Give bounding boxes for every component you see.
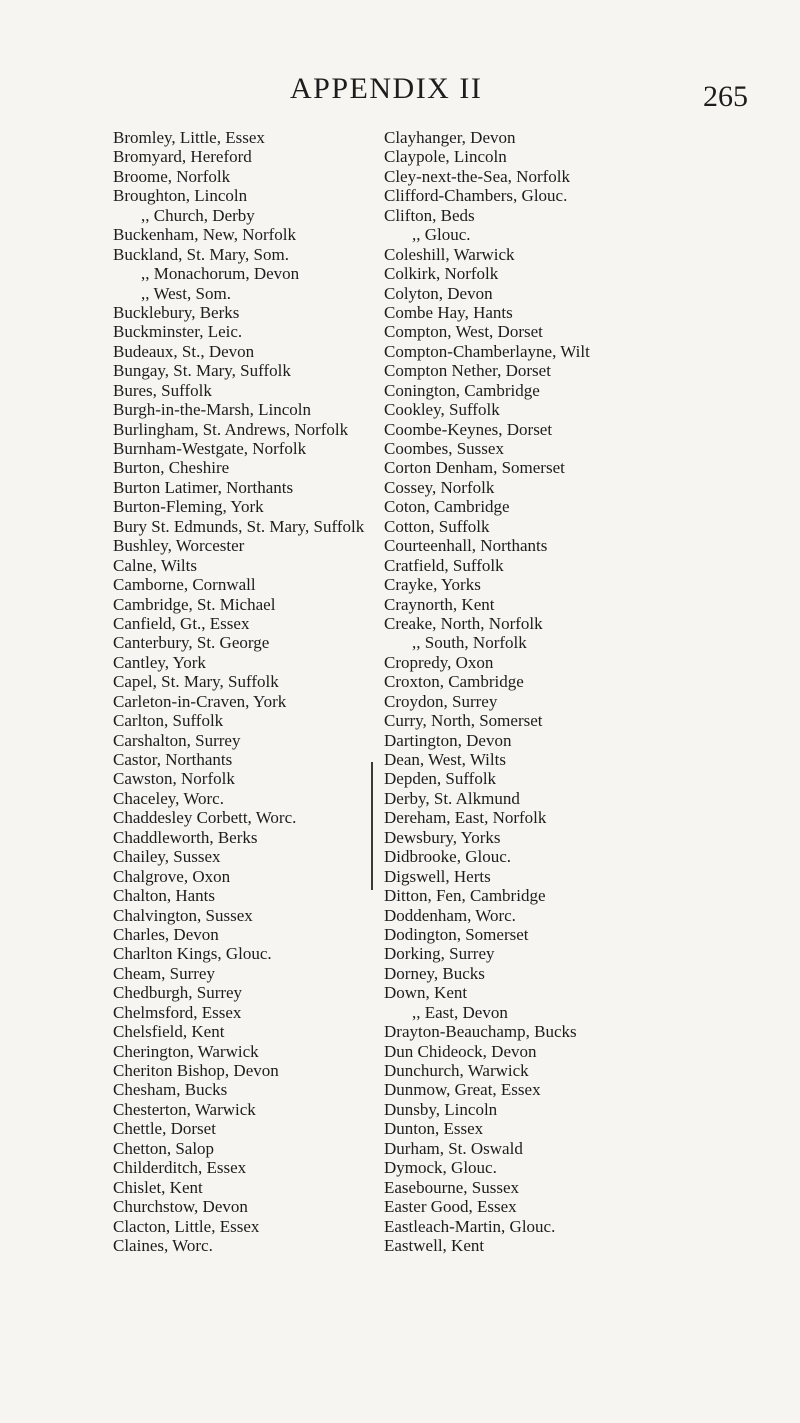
index-entry: Chaddleworth, Berks xyxy=(113,827,258,847)
index-entry: ,, South, Norfolk xyxy=(412,633,527,653)
index-entry: Croxton, Cambridge xyxy=(384,672,524,692)
index-entry: Cherington, Warwick xyxy=(113,1041,259,1061)
right-column-list xyxy=(384,128,714,1255)
index-entry: Easebourne, Sussex xyxy=(384,1177,520,1197)
running-title: APPENDIX II xyxy=(290,72,483,105)
index-entry: Coleshill, Warwick xyxy=(384,244,515,264)
index-entry: Clayhanger, Devon xyxy=(384,128,516,147)
index-entry: Bromley, Little, Essex xyxy=(113,128,265,147)
index-entry: Colyton, Devon xyxy=(384,283,493,303)
index-entry: Buckland, St. Mary, Som. xyxy=(113,244,289,264)
index-entry: Combe Hay, Hants xyxy=(384,302,513,322)
index-entry: Chalvington, Sussex xyxy=(113,905,253,925)
index-entry: Chesham, Bucks xyxy=(113,1080,228,1100)
index-entry: Chelmsford, Essex xyxy=(113,1002,242,1022)
index-entry: Castor, Northants xyxy=(113,750,233,769)
page-number: 265 xyxy=(703,80,748,113)
index-entry: Dereham, East, Norfolk xyxy=(384,808,547,828)
index-entry: Compton, West, Dorset xyxy=(384,322,543,342)
index-entry: Digswell, Herts xyxy=(384,866,491,886)
index-entry: Colkirk, Norfolk xyxy=(384,264,499,284)
index-entry: Dartington, Devon xyxy=(384,730,512,750)
index-entry: Churchstow, Devon xyxy=(113,1197,248,1217)
index-entry: Coton, Cambridge xyxy=(384,497,510,517)
index-entry: Budeaux, St., Devon xyxy=(113,341,255,361)
index-entry: Dodington, Somerset xyxy=(384,924,529,944)
index-entry: Carleton-in-Craven, York xyxy=(113,691,287,711)
index-entry: Ditton, Fen, Cambridge xyxy=(384,886,546,906)
index-entry: Creake, North, Norfolk xyxy=(384,613,543,633)
index-entry: Chettle, Dorset xyxy=(113,1119,216,1139)
index-entry: Broome, Norfolk xyxy=(113,166,231,186)
index-entry: Chalton, Hants xyxy=(113,886,215,906)
index-entry: Canterbury, St. George xyxy=(113,633,270,653)
index-entry: Compton-Chamberlayne, Wilt xyxy=(384,341,590,361)
index-entry: Didbrooke, Glouc. xyxy=(384,847,512,867)
index-entry: ,, West, Som. xyxy=(141,283,231,303)
index-entry: Corton Denham, Somerset xyxy=(384,458,565,478)
index-entry: Cropredy, Oxon xyxy=(384,652,494,672)
index-entry: Cambridge, St. Michael xyxy=(113,594,276,614)
index-entry: Down, Kent xyxy=(384,983,468,1003)
index-entry: ,, Monachorum, Devon xyxy=(141,264,300,284)
index-entry: Curry, North, Somerset xyxy=(384,711,543,731)
index-entry: Burton, Cheshire xyxy=(113,458,230,478)
index-entry: Durham, St. Oswald xyxy=(384,1138,523,1158)
index-entry: Chesterton, Warwick xyxy=(113,1099,256,1119)
index-entry: Compton Nether, Dorset xyxy=(384,361,551,381)
index-entry: Clacton, Little, Essex xyxy=(113,1216,260,1236)
index-entry: Dunsby, Lincoln xyxy=(384,1099,498,1119)
index-entry: Craynorth, Kent xyxy=(384,594,495,614)
index-entry: Dorking, Surrey xyxy=(384,944,495,964)
index-entry: Claypole, Lincoln xyxy=(384,147,507,167)
index-entry: Bury St. Edmunds, St. Mary, Suffolk xyxy=(113,516,365,536)
index-entry: Dean, West, Wilts xyxy=(384,750,506,769)
index-entry: Easter Good, Essex xyxy=(384,1197,517,1217)
index-entry: Chaddesley Corbett, Worc. xyxy=(113,808,297,828)
index-entry: Buckminster, Leic. xyxy=(113,322,243,342)
index-entry: Croydon, Surrey xyxy=(384,691,498,711)
index-entry: Canfield, Gt., Essex xyxy=(113,613,250,633)
index-entry: Cotton, Suffolk xyxy=(384,516,490,536)
index-entry: Cawston, Norfolk xyxy=(113,769,235,789)
column-rule xyxy=(371,762,373,890)
index-entry: Calne, Wilts xyxy=(113,555,197,575)
index-entry: Cratfield, Suffolk xyxy=(384,555,504,575)
index-entry: Cheriton Bishop, Devon xyxy=(113,1061,279,1080)
index-entry: Dunton, Essex xyxy=(384,1119,484,1139)
index-entry: Burlingham, St. Andrews, Norfolk xyxy=(113,419,349,439)
index-entry: Dun Chideock, Devon xyxy=(384,1041,537,1061)
index-entry: Crayke, Yorks xyxy=(384,575,481,595)
index-entry: ,, East, Devon xyxy=(412,1002,508,1022)
index-entry: Coombes, Sussex xyxy=(384,439,504,458)
index-entry: Chalgrove, Oxon xyxy=(113,866,231,886)
index-entry: Carshalton, Surrey xyxy=(113,730,241,750)
index-entry: Coombe-Keynes, Dorset xyxy=(384,419,553,439)
index-entry: Burnham-Westgate, Norfolk xyxy=(113,439,307,458)
index-entry: Derby, St. Alkmund xyxy=(384,788,520,808)
index-entry: Drayton-Beauchamp, Bucks xyxy=(384,1022,577,1042)
index-entry: Cookley, Suffolk xyxy=(384,400,500,420)
index-entry: Dorney, Bucks xyxy=(384,963,485,983)
index-entry: Chailey, Sussex xyxy=(113,847,221,867)
index-entry: Dymock, Glouc. xyxy=(384,1158,497,1178)
index-entry: Bromyard, Hereford xyxy=(113,147,252,167)
index-entry: Cley-next-the-Sea, Norfolk xyxy=(384,166,570,186)
index-entry: Chelsfield, Kent xyxy=(113,1022,225,1042)
index-entry: Claines, Worc. xyxy=(113,1235,213,1255)
index-entry: Chetton, Salop xyxy=(113,1138,215,1158)
left-column-list xyxy=(113,128,413,1255)
index-entry: Burton Latimer, Northants xyxy=(113,477,294,497)
index-entry: Cantley, York xyxy=(113,652,206,672)
index-entry: Charles, Devon xyxy=(113,924,219,944)
index-entry: ,, Glouc. xyxy=(412,225,471,245)
index-entry: Burton-Fleming, York xyxy=(113,497,264,517)
index-entry: Burgh-in-the-Marsh, Lincoln xyxy=(113,400,311,420)
index-entry: Eastwell, Kent xyxy=(384,1235,485,1255)
index-entry: Cossey, Norfolk xyxy=(384,477,495,497)
index-entry: Bungay, St. Mary, Suffolk xyxy=(113,361,291,381)
index-entry: Charlton Kings, Glouc. xyxy=(113,944,272,964)
index-entry: Carlton, Suffolk xyxy=(113,711,224,731)
index-entry: Clifton, Beds xyxy=(384,205,475,225)
index-entry: Dewsbury, Yorks xyxy=(384,827,501,847)
page-header xyxy=(0,72,800,112)
index-entry: Conington, Cambridge xyxy=(384,380,540,400)
index-entry: Depden, Suffolk xyxy=(384,769,497,789)
index-entry: Chaceley, Worc. xyxy=(113,788,224,808)
index-entry: Childerditch, Essex xyxy=(113,1158,247,1178)
index-entry: Bures, Suffolk xyxy=(113,380,212,400)
index-entry: Courteenhall, Northants xyxy=(384,536,548,556)
index-entry: Dunchurch, Warwick xyxy=(384,1061,529,1080)
index-entry: Bucklebury, Berks xyxy=(113,302,240,322)
index-entry: Camborne, Cornwall xyxy=(113,575,256,595)
index-entry: Buckenham, New, Norfolk xyxy=(113,225,297,245)
index-entry: Chedburgh, Surrey xyxy=(113,983,243,1003)
index-entry: Doddenham, Worc. xyxy=(384,905,516,925)
index-entry: Clifford-Chambers, Glouc. xyxy=(384,186,568,206)
index-entry: Dunmow, Great, Essex xyxy=(384,1080,541,1100)
index-entry: Cheam, Surrey xyxy=(113,963,215,983)
index-entry: Broughton, Lincoln xyxy=(113,186,248,206)
index-entry: Capel, St. Mary, Suffolk xyxy=(113,672,279,692)
index-entry: ,, Church, Derby xyxy=(141,205,255,225)
index-entry: Chislet, Kent xyxy=(113,1177,203,1197)
index-entry: Eastleach-Martin, Glouc. xyxy=(384,1216,556,1236)
index-entry: Bushley, Worcester xyxy=(113,536,245,556)
